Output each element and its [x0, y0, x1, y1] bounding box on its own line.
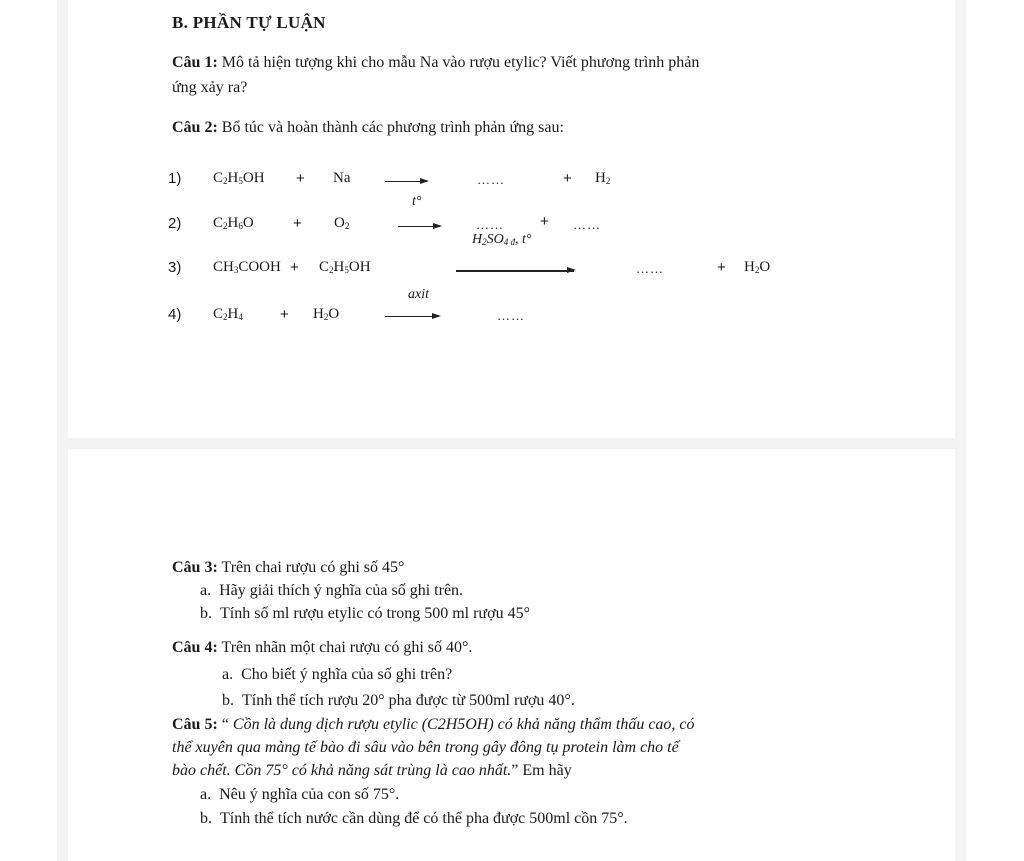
list-marker: a.: [222, 666, 234, 683]
reaction-arrow-icon: [456, 270, 574, 272]
blank-product: ……: [477, 172, 505, 187]
question-3: [172, 557, 404, 579]
reactant-formula: $C_2H_6O$: [213, 215, 254, 231]
question-label: Câu 3:: [172, 559, 218, 576]
quote-mark: “: [217, 716, 233, 733]
reactant-formula: $CH_3COOH$: [213, 259, 281, 275]
plus-sign: +: [290, 259, 299, 276]
question-5-item-b: [200, 808, 628, 830]
plus-sign: +: [293, 215, 302, 232]
question-text: Cồn là dung dịch rượu etylic (C2H5OH) có khả năng thẩm thấu cao, có: [232, 716, 695, 733]
question-5: [172, 714, 695, 736]
list-marker: a.: [200, 582, 212, 599]
plus-sign: +: [563, 170, 572, 187]
blank-product: ……: [497, 308, 525, 323]
question-text: bào chết. Cồn 75° có khả năng sát trùng là cao nhất.: [172, 762, 512, 779]
product-formula: $H_2O$: [744, 259, 771, 275]
list-marker: b.: [222, 692, 234, 709]
equation-number: 3): [168, 259, 182, 276]
question-label: Câu 1:: [172, 54, 218, 71]
question-label: Câu 5:: [172, 716, 218, 733]
list-item-text: Tính thể tích nước cần dùng để có thể pha được 500ml cồn 75°.: [220, 810, 628, 827]
section-title: B. PHẦN TỰ LUẬN: [172, 13, 326, 32]
reactant-formula: Na: [333, 170, 351, 186]
reactant-formula: $C_2H_5OH$: [213, 170, 265, 186]
reaction-arrow-icon: [398, 226, 440, 227]
plus-sign: +: [540, 213, 549, 230]
reactant-formula: $O_2$: [334, 215, 350, 231]
reactant-formula: $H_2O$: [313, 306, 340, 322]
blank-product: ……: [573, 217, 601, 232]
equation-number: 2): [168, 215, 182, 232]
list-marker: b.: [200, 605, 212, 622]
reactant-formula: $C_2H_5OH$: [319, 259, 371, 275]
reaction-condition: $H_2SO_{4 đ}$, t°: [472, 232, 532, 247]
plus-sign: +: [717, 259, 726, 276]
reaction-condition: axit: [408, 287, 429, 302]
reactant-formula: $C_2H_4$: [213, 306, 243, 322]
question-text: Bổ túc và hoàn thành các phương trình phản ứng sau:: [217, 119, 564, 136]
list-item-text: Tính thể tích rượu 20° pha được từ 500ml rượu 40°.: [242, 692, 575, 709]
question-text: Mô tả hiện tượng khi cho mẫu Na vào rượu etylic? Viết phương trình phản: [217, 54, 700, 71]
list-marker: b.: [200, 810, 212, 827]
question-5-item-a: [200, 784, 399, 806]
question-1-cont: ứng xảy ra?: [172, 79, 248, 96]
list-marker: a.: [200, 786, 212, 803]
reaction-condition: t°: [412, 194, 422, 209]
question-4-item-b: [222, 690, 575, 712]
list-item-text: Cho biết ý nghĩa của số ghi trên?: [241, 666, 453, 683]
reaction-arrow-icon: [385, 316, 439, 317]
question-5-line-3: [172, 760, 572, 782]
question-3-item-a: [200, 580, 463, 602]
blank-product: ……: [636, 261, 664, 276]
question-text: Trên chai rượu có ghi số 45°: [217, 559, 405, 576]
question-text-tail: ” Em hãy: [511, 762, 572, 779]
question-3-item-b: [200, 603, 530, 625]
list-item-text: Tính số ml rượu etylic có trong 500 ml rượu 45°: [220, 605, 530, 622]
equation-number: 1): [168, 170, 182, 187]
question-label: Câu 4:: [172, 639, 218, 656]
question-5-line-2: thể xuyên qua màng tế bào đi sâu vào bên trong gây đông tụ protein làm cho tế: [172, 739, 679, 756]
product-formula: $H_2$: [595, 170, 611, 186]
question-2: [172, 117, 564, 139]
question-4-item-a: [222, 664, 452, 686]
question-1: [172, 52, 699, 74]
plus-sign: +: [280, 306, 289, 323]
blank-product: ……: [476, 217, 504, 232]
question-label: Câu 2:: [172, 119, 218, 136]
plus-sign: +: [296, 170, 305, 187]
list-item-text: Hãy giải thích ý nghĩa của số ghi trên.: [219, 582, 464, 599]
list-item-text: Nêu ý nghĩa của con số 75°.: [219, 786, 400, 803]
question-text: Trên nhãn một chai rượu có ghi số 40°.: [217, 639, 473, 656]
reaction-arrow-icon: [385, 181, 427, 182]
equation-number: 4): [168, 306, 182, 323]
question-4: [172, 637, 472, 659]
